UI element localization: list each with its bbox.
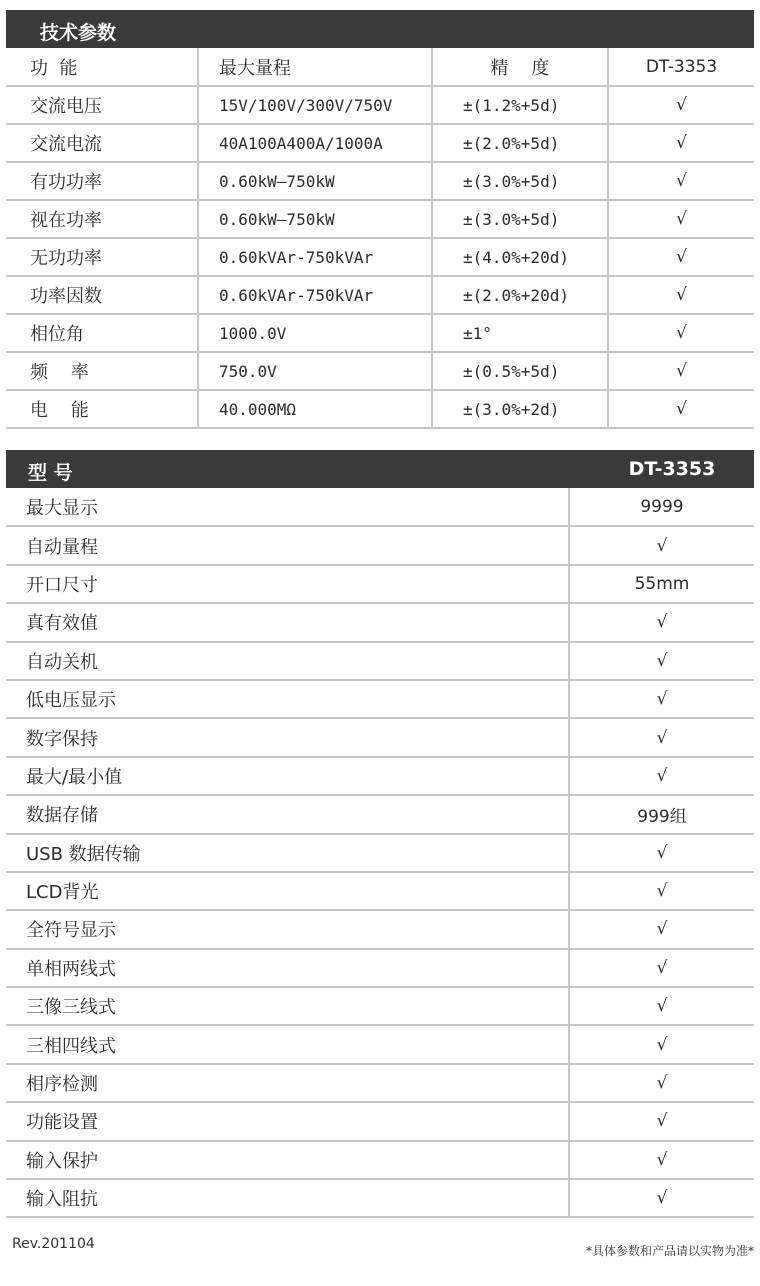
feature-label: 数字保持 [6, 718, 569, 756]
check-mark: √ [608, 124, 754, 162]
spec-row [6, 86, 754, 124]
spec-row [6, 276, 754, 314]
feature-label: USB 数据传输 [6, 834, 569, 872]
feature-row [6, 603, 754, 641]
spec-accuracy: ±(1.2%+5d) [432, 86, 608, 124]
feature-row [6, 1064, 754, 1102]
feature-value: 55mm [569, 565, 754, 603]
spec-function: 电 能 [6, 390, 198, 428]
spec-range: 15V/100V/300V/750V [198, 86, 432, 124]
feature-section-header [6, 450, 754, 488]
feature-label: 单相两线式 [6, 949, 569, 987]
check-mark: √ [569, 680, 754, 718]
feature-value: 9999 [569, 488, 754, 526]
check-mark: √ [608, 162, 754, 200]
spec-accuracy: ±(2.0%+20d) [432, 276, 608, 314]
check-mark: √ [608, 238, 754, 276]
check-mark: √ [569, 834, 754, 872]
check-mark: √ [569, 1064, 754, 1102]
feature-label: 相序检测 [6, 1064, 569, 1102]
disclaimer-note: *具体参数和产品请以实物为准* [585, 1244, 754, 1258]
spec-function: 功率因数 [6, 276, 198, 314]
spec-table-header-row [6, 48, 754, 86]
header-model: DT-3353 [608, 48, 754, 86]
spec-function: 无功功率 [6, 238, 198, 276]
check-mark: √ [569, 1179, 754, 1217]
spec-row [6, 162, 754, 200]
spec-section-title: 技术参数 [40, 22, 117, 44]
spec-accuracy: ±(2.0%+5d) [432, 124, 608, 162]
spec-range: 750.0V [198, 352, 432, 390]
spec-function: 交流电流 [6, 124, 198, 162]
feature-label: 三像三线式 [6, 987, 569, 1025]
check-mark: √ [569, 603, 754, 641]
feature-section-model: DT-3353 [628, 458, 716, 480]
feature-label: 自动量程 [6, 526, 569, 564]
spec-accuracy: ±(3.0%+2d) [432, 390, 608, 428]
feature-row [6, 795, 754, 833]
feature-row [6, 949, 754, 987]
feature-row [6, 1102, 754, 1140]
spec-range: 1000.0V [198, 314, 432, 352]
feature-section-title: 型 号 [28, 462, 73, 484]
check-mark: √ [608, 276, 754, 314]
check-mark: √ [569, 526, 754, 564]
check-mark: √ [569, 1102, 754, 1140]
check-mark: √ [608, 390, 754, 428]
header-accuracy: 精 度 [432, 48, 608, 86]
check-mark: √ [569, 1141, 754, 1179]
feature-label: 输入保护 [6, 1141, 569, 1179]
check-mark: √ [569, 987, 754, 1025]
check-mark: √ [569, 910, 754, 948]
spec-table [6, 48, 754, 429]
spec-row [6, 352, 754, 390]
feature-row [6, 757, 754, 795]
check-mark: √ [608, 352, 754, 390]
feature-table [6, 488, 754, 1218]
spec-row [6, 200, 754, 238]
feature-label: 真有效值 [6, 603, 569, 641]
feature-label: 功能设置 [6, 1102, 569, 1140]
feature-row [6, 565, 754, 603]
spec-range: 0.60kVAr-750kVAr [198, 238, 432, 276]
spec-function: 有功功率 [6, 162, 198, 200]
feature-label: 数据存储 [6, 795, 569, 833]
feature-row [6, 642, 754, 680]
feature-label: LCD背光 [6, 872, 569, 910]
spec-row [6, 124, 754, 162]
feature-label: 三相四线式 [6, 1025, 569, 1063]
header-function: 功 能 [6, 48, 198, 86]
feature-row [6, 987, 754, 1025]
check-mark: √ [608, 314, 754, 352]
feature-row [6, 680, 754, 718]
spec-row [6, 238, 754, 276]
spec-accuracy: ±(3.0%+5d) [432, 200, 608, 238]
spec-row [6, 390, 754, 428]
feature-row [6, 1141, 754, 1179]
feature-row [6, 910, 754, 948]
feature-label: 输入阻抗 [6, 1179, 569, 1217]
check-mark: √ [608, 200, 754, 238]
check-mark: √ [569, 718, 754, 756]
spec-accuracy: ±(3.0%+5d) [432, 162, 608, 200]
revision-label: Rev.201104 [12, 1236, 95, 1252]
spec-function: 交流电压 [6, 86, 198, 124]
feature-label: 自动关机 [6, 642, 569, 680]
spec-function: 相位角 [6, 314, 198, 352]
spec-range: 0.60kW—750kW [198, 162, 432, 200]
feature-row [6, 1025, 754, 1063]
spec-range: 40.000MΩ [198, 390, 432, 428]
spec-section-header [6, 10, 754, 48]
header-range: 最大量程 [198, 48, 432, 86]
feature-row [6, 718, 754, 756]
check-mark: √ [569, 872, 754, 910]
feature-row [6, 488, 754, 526]
feature-label: 最大显示 [6, 488, 569, 526]
spec-range: 40A100A400A/1000A [198, 124, 432, 162]
spec-accuracy: ±(4.0%+20d) [432, 238, 608, 276]
check-mark: √ [608, 86, 754, 124]
feature-value: 999组 [569, 795, 754, 833]
feature-label: 开口尺寸 [6, 565, 569, 603]
check-mark: √ [569, 949, 754, 987]
spec-function: 频 率 [6, 352, 198, 390]
spec-accuracy: ±1° [432, 314, 608, 352]
feature-row [6, 526, 754, 564]
check-mark: √ [569, 642, 754, 680]
spec-function: 视在功率 [6, 200, 198, 238]
feature-label: 全符号显示 [6, 910, 569, 948]
spec-accuracy: ±(0.5%+5d) [432, 352, 608, 390]
feature-label: 低电压显示 [6, 680, 569, 718]
spec-range: 0.60kW—750kW [198, 200, 432, 238]
spec-row [6, 314, 754, 352]
feature-row [6, 1179, 754, 1217]
feature-row [6, 872, 754, 910]
check-mark: √ [569, 757, 754, 795]
feature-row [6, 834, 754, 872]
spec-range: 0.60kVAr-750kVAr [198, 276, 432, 314]
check-mark: √ [569, 1025, 754, 1063]
feature-label: 最大/最小值 [6, 757, 569, 795]
